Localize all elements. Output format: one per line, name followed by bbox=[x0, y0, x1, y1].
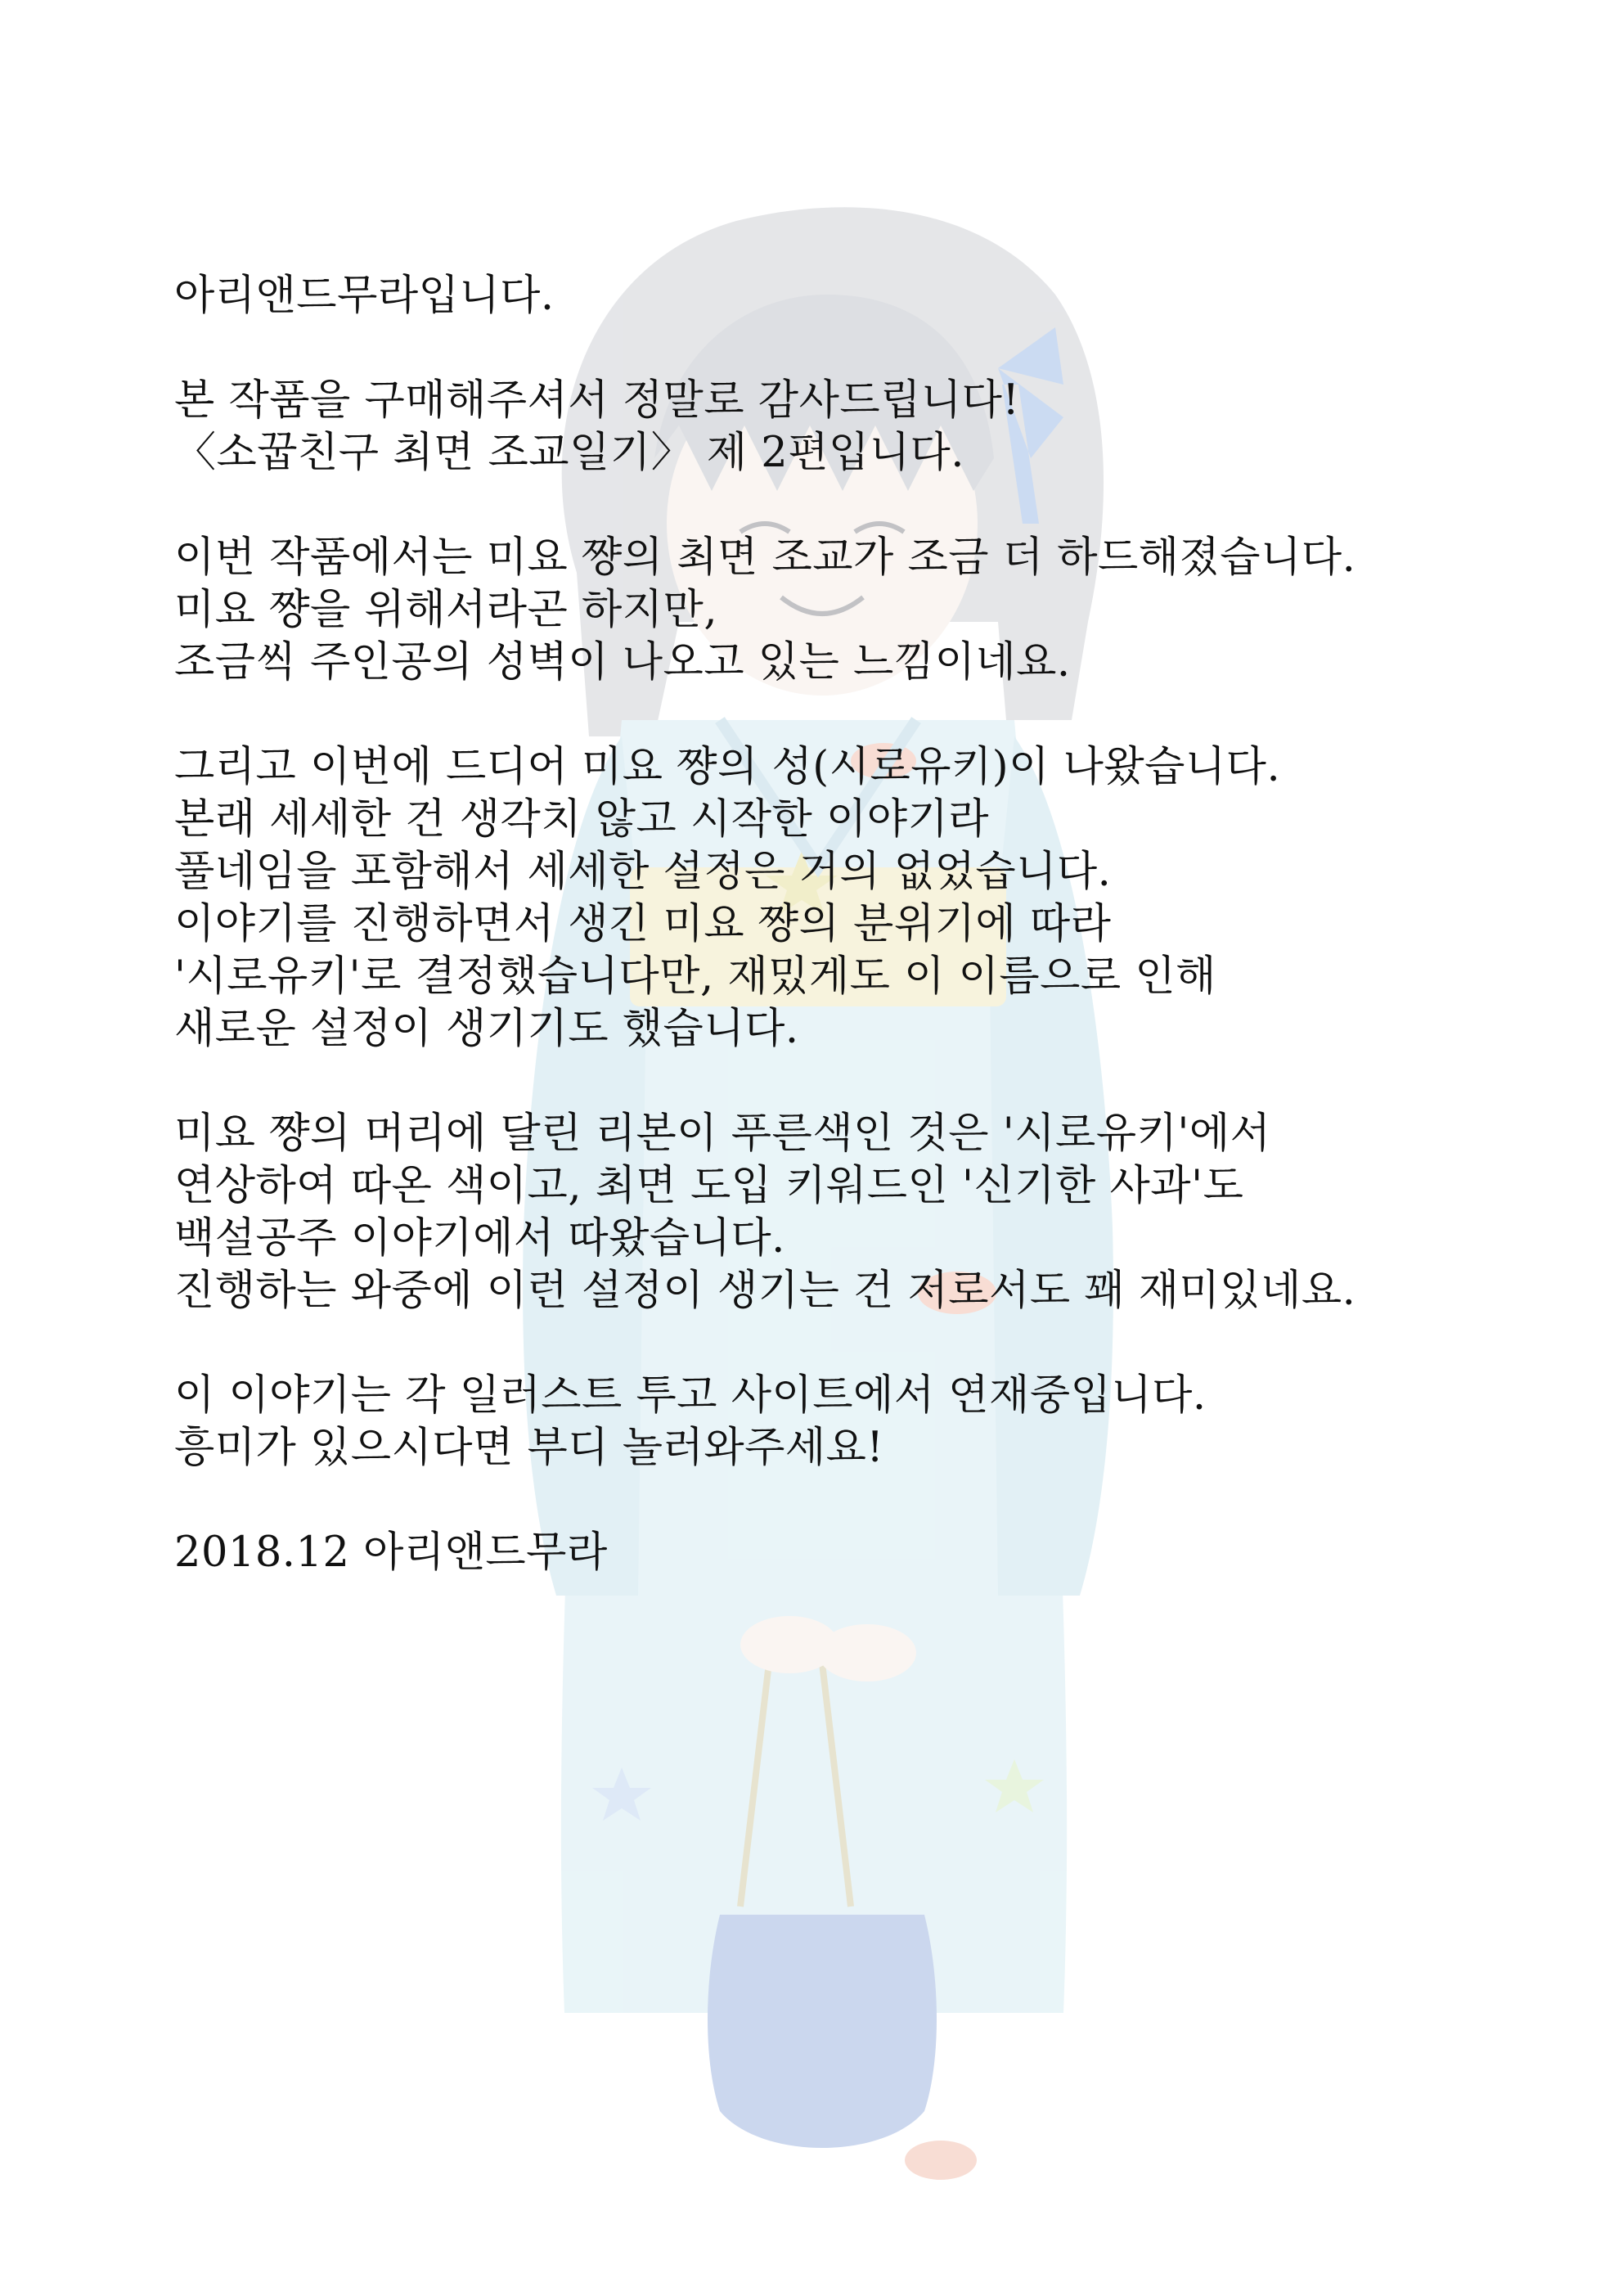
paragraph-5-line-1: 이 이야기는 각 일러스트 투고 사이트에서 연재중입니다. bbox=[174, 1371, 1207, 1420]
paragraph-3-line-1: 그리고 이번에 드디어 미요 쨩의 성(시로유키)이 나왔습니다. bbox=[174, 743, 1281, 791]
paragraph-gap bbox=[174, 322, 1450, 375]
paragraph-2-line-3: 조금씩 주인공의 성벽이 나오고 있는 느낌이네요. bbox=[174, 638, 1071, 687]
paragraph-gap bbox=[174, 689, 1450, 741]
paragraph-1-line-1: 본 작품을 구매해주셔서 정말로 감사드립니다! bbox=[174, 376, 1020, 425]
paragraph-gap bbox=[174, 1474, 1450, 1527]
paragraph-gap bbox=[174, 1317, 1450, 1370]
paragraph-2-line-2: 미요 쨩을 위해서라곤 하지만, bbox=[174, 586, 718, 634]
paragraph-1-line-2: 〈소꿉친구 최면 조교일기〉 제 2편입니다. bbox=[174, 429, 964, 477]
paragraph-gap bbox=[174, 1056, 1450, 1108]
pouch bbox=[708, 1915, 937, 2148]
paragraph-gap bbox=[174, 479, 1450, 532]
signature: 2018.12 아리앤드무라 bbox=[174, 1528, 608, 1577]
paragraph-5-line-2: 흥미가 있으시다면 부디 놀러와주세요! bbox=[174, 1424, 884, 1472]
paragraph-3-line-5: '시로유키'로 결정했습니다만, 재밌게도 이 이름으로 인해 bbox=[174, 952, 1216, 1001]
paragraph-4-line-4: 진행하는 와중에 이런 설정이 생기는 건 저로서도 꽤 재미있네요. bbox=[174, 1267, 1356, 1315]
paragraph-2-line-1: 이번 작품에서는 미요 쨩의 최면 조교가 조금 더 하드해졌습니다. bbox=[174, 533, 1356, 582]
paragraph-4-line-1: 미요 쨩의 머리에 달린 리본이 푸른색인 것은 '시로유키'에서 bbox=[174, 1110, 1271, 1158]
paragraph-3-line-2: 본래 세세한 건 생각치 않고 시작한 이야기라 bbox=[174, 795, 990, 844]
paragraph-4-line-2: 연상하여 따온 색이고, 최면 도입 키워드인 '신기한 사과'도 bbox=[174, 1162, 1244, 1210]
paragraph-3-line-6: 새로운 설정이 생기기도 했습니다. bbox=[174, 1005, 799, 1053]
paragraph-3-line-4: 이야기를 진행하면서 생긴 미요 쨩의 분위기에 따라 bbox=[174, 900, 1112, 948]
greeting: 아리앤드무라입니다. bbox=[174, 272, 555, 320]
paragraph-4-line-3: 백설공주 이야기에서 따왔습니다. bbox=[174, 1214, 785, 1263]
afterword-text bbox=[174, 270, 1450, 1579]
paragraph-3-line-3: 풀네임을 포함해서 세세한 설정은 거의 없었습니다. bbox=[174, 848, 1112, 896]
